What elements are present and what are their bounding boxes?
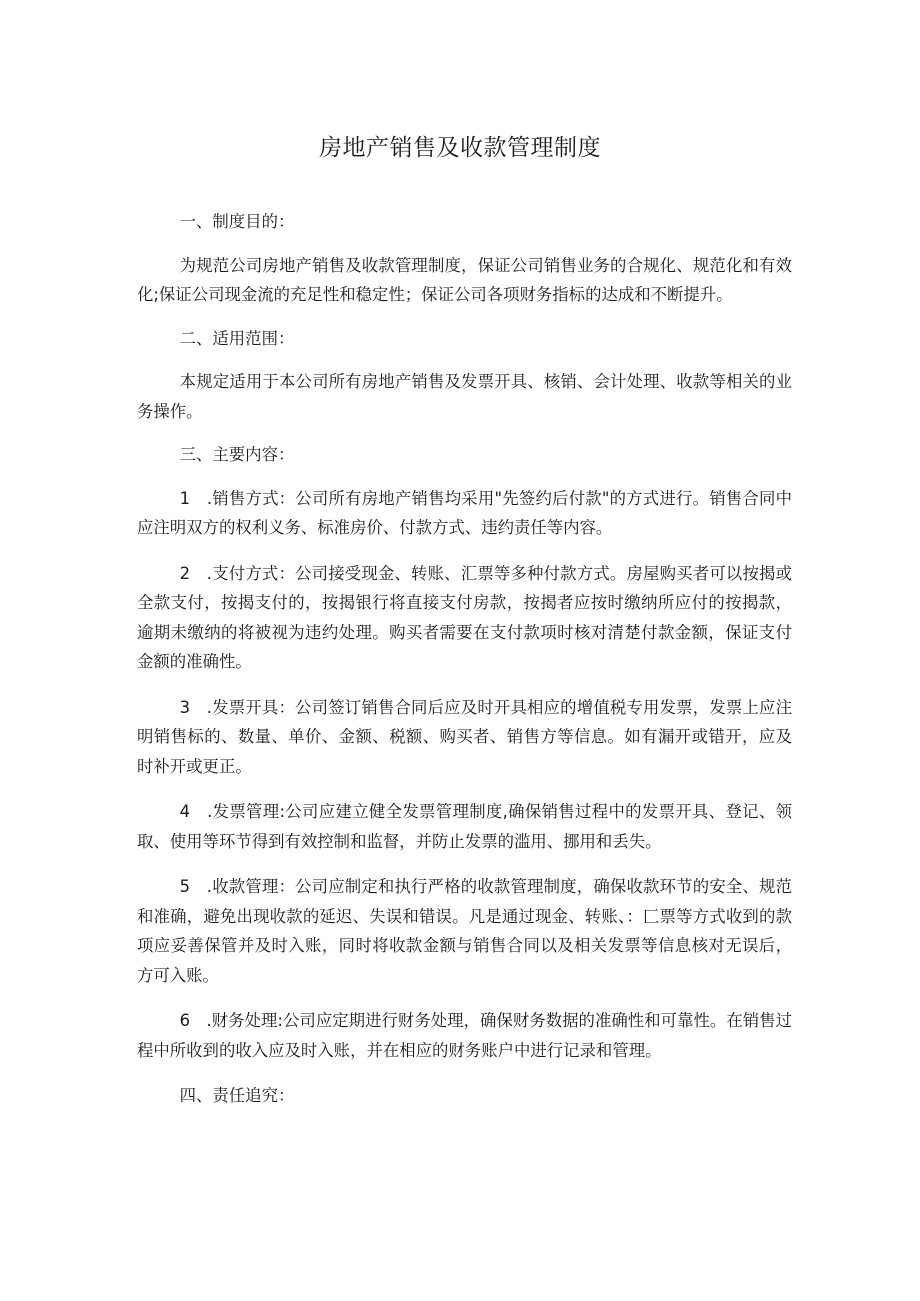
paragraph-purpose: 为规范公司房地产销售及收款管理制度，保证公司销售业务的合规化、规范化和有效化;保证公司现金流的充足性和稳定性；保证公司各项财务指标的达成和不断提升。 [137,255,792,304]
section-heading-purpose: 一、制度目的： [179,212,295,231]
paragraph-financial-processing: 6 .财务处理:公司应定期进行财务处理，确保财务数据的准确性和可靠性。在销售过程中所收到的收入应及时入账，并在相应的财务账户中进行记录和管理。 [137,1011,792,1060]
section-heading-accountability: 四、责任追究： [179,1086,295,1105]
document-body [137,207,792,1111]
paragraph-invoice-management: 4 .发票管理:公司应建立健全发票管理制度,确保销售过程中的发票开具、登记、领取、使用等环节得到有效控制和监督，并防止发票的滥用、挪用和丢失。 [137,802,792,851]
section-heading-main-content: 三、主要内容： [179,445,295,464]
paragraph-invoice-issuance: 3 .发票开具：公司签订销售合同后应及时开具相应的增值税专用发票，发票上应注明销售标的、数量、单价、金额、税额、购买者、销售方等信息。如有漏开或错开，应及时补开或更正。 [137,697,792,776]
paragraph-payment-method: 2 .支付方式：公司接受现金、转账、汇票等多种付款方式。房屋购买者可以按揭或全款支付，按揭支付的，按揭银行将直接支付房款，按揭者应按时缴纳所应付的按揭款，逾期未缴纳的将被视为违约处理。购买者需要在支付款项时核对清楚付款金额，保证支付金额的准确性。 [137,563,792,671]
section-heading-scope: 二、适用范围： [179,328,295,348]
document-title: 房地产销售及收款管理制度 [319,135,601,161]
paragraph-sales-method: 1 .销售方式：公司所有房地产销售均采用"先签约后付款"的方式进行。销售合同中应注明双方的权利义务、标准房价、付款方式、违约责任等内容。 [137,488,792,537]
paragraph-collection-management: 5 .收款管理：公司应制定和执行严格的收款管理制度，确保收款环节的安全、规范和准确，避免出现收款的延迟、失误和错误。凡是通过现金、转账、：匚票等方式收到的款项应妥善保管并及时入账，同时将收款金额与销售合同以及相关发票等信息核对无误后，方可入账。 [137,877,792,985]
paragraph-scope: 本规定适用于本公司所有房地产销售及发票开具、核销、会计处理、收款等相关的业务操作。 [137,372,792,421]
